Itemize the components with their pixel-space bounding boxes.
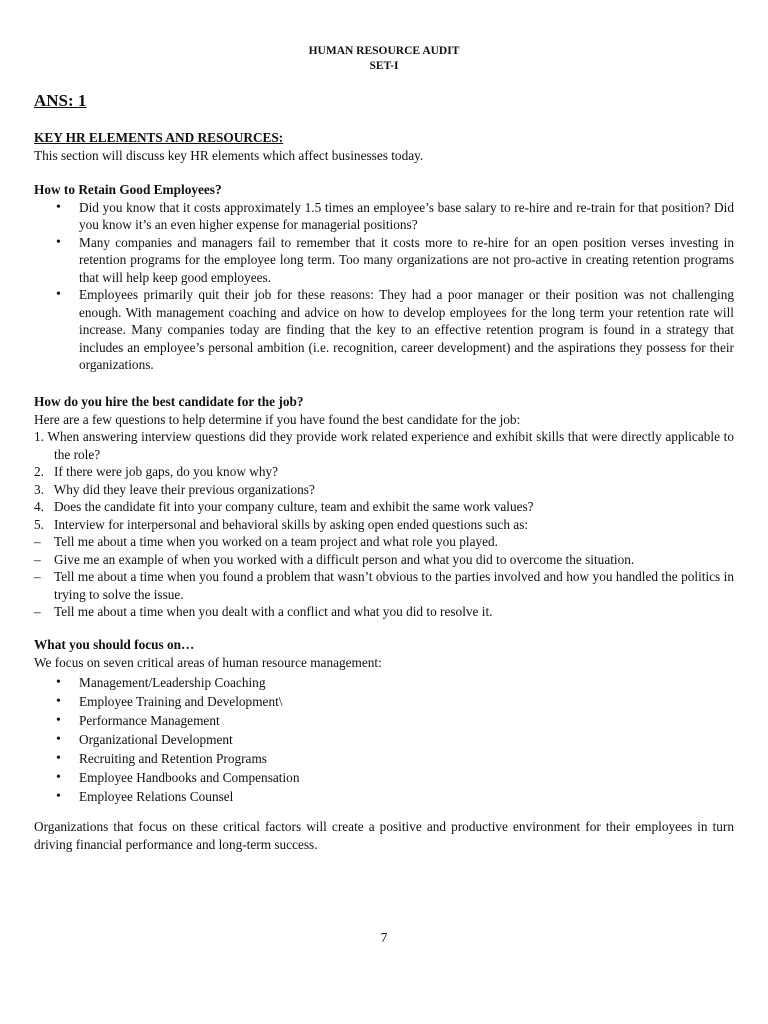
list-item: 1. When answering interview questions did they provide work related experience and exhibit skills that were directly applicable to the role? — [34, 429, 734, 462]
focus-bullet-list — [34, 673, 734, 806]
list-item: • Recruiting and Retention Programs — [34, 749, 734, 768]
hire-heading: How do you hire the best candidate for the job? — [34, 394, 304, 409]
dash-marker: – — [34, 551, 41, 567]
list-item: • Many companies and managers fail to remember that it costs more to re-hire for an open position verses investing in retention programs for the employee long term. Too many organizations are not pro-active in creating retention programs that will help keep good employees. — [34, 234, 734, 287]
dash-marker: – — [34, 604, 41, 619]
list-item: 2. If there were job gaps, do you know why? — [34, 464, 279, 479]
dash-item — [34, 568, 734, 603]
dash-text: Tell me about a time when you found a problem that wasn’t obvious to the parties involved and how you handled the politics in trying to solve the issue. — [54, 569, 734, 602]
dash-text: Tell me about a time when you dealt with a conflict and what you did to resolve it. — [54, 604, 493, 619]
list-item: 5. Interview for interpersonal and behavioral skills by asking open ended questions such as: — [34, 516, 529, 532]
focus-intro: We focus on seven critical areas of human resource management: — [34, 654, 382, 670]
dash-item — [34, 533, 734, 551]
section-hire — [34, 393, 734, 621]
dash-text: Give me an example of when you worked with a difficult person and what you did to overcome the situation. — [54, 551, 635, 567]
list-item: • Employee Relations Counsel — [34, 787, 734, 806]
list-item: • Employee Training and Development\ — [34, 692, 734, 711]
dash-marker: – — [34, 534, 41, 549]
closing-paragraph: Organizations that focus on these critical factors will create a positive and productive environment for their employees in turn driving financial performance and long-term success. — [34, 819, 734, 852]
dash-item — [34, 603, 734, 621]
section-retain — [34, 181, 734, 374]
list-item: • Organizational Development — [34, 730, 734, 749]
dash-text: Tell me about a time when you worked on a team project and what role you played. — [54, 534, 499, 549]
retain-heading: How to Retain Good Employees? — [34, 182, 222, 197]
focus-heading: What you should focus on… — [34, 637, 195, 652]
answer-heading: ANS: 1 — [34, 91, 87, 110]
page-number: 7 — [380, 931, 388, 946]
list-item: 4. Does the candidate fit into your company culture, team and exhibit the same work values? — [34, 499, 534, 514]
list-item: 3. Why did they leave their previous organizations? — [34, 481, 315, 497]
section-key-hr — [34, 129, 734, 164]
list-item: • Employees primarily quit their job for these reasons: They had a poor manager or their position was not challenging enough. With management coaching and advice on how to develop employees for the long term your retention rate will increase. Many companies today are finding that the key to an effective retention program is found in a strategy that includes an employee’s personal ambition (i.e. recognition, career development) and the aspirations they possess for their organizations. — [34, 286, 734, 374]
section-intro: This section will discuss key HR elements which affect businesses today. — [34, 147, 424, 163]
dash-item — [34, 551, 734, 569]
list-item: • Performance Management — [34, 711, 734, 730]
document-set: SET-I — [369, 60, 399, 72]
document-title: HUMAN RESOURCE AUDIT — [308, 45, 460, 57]
list-item: • Employee Handbooks and Compensation — [34, 768, 734, 787]
dash-marker: – — [34, 569, 41, 584]
list-item: • Did you know that it costs approximately 1.5 times an employee’s base salary to re-hire and re-train for that position? Did you know it’s an even higher expense for managerial positions? — [34, 199, 734, 234]
section-focus — [34, 636, 734, 806]
section-heading: KEY HR ELEMENTS AND RESOURCES: — [34, 130, 284, 145]
hire-intro: Here are a few questions to help determine if you have found the best candidate for the job: — [34, 411, 521, 427]
retain-bullet-list — [34, 199, 734, 374]
list-item: • Management/Leadership Coaching — [34, 673, 734, 692]
